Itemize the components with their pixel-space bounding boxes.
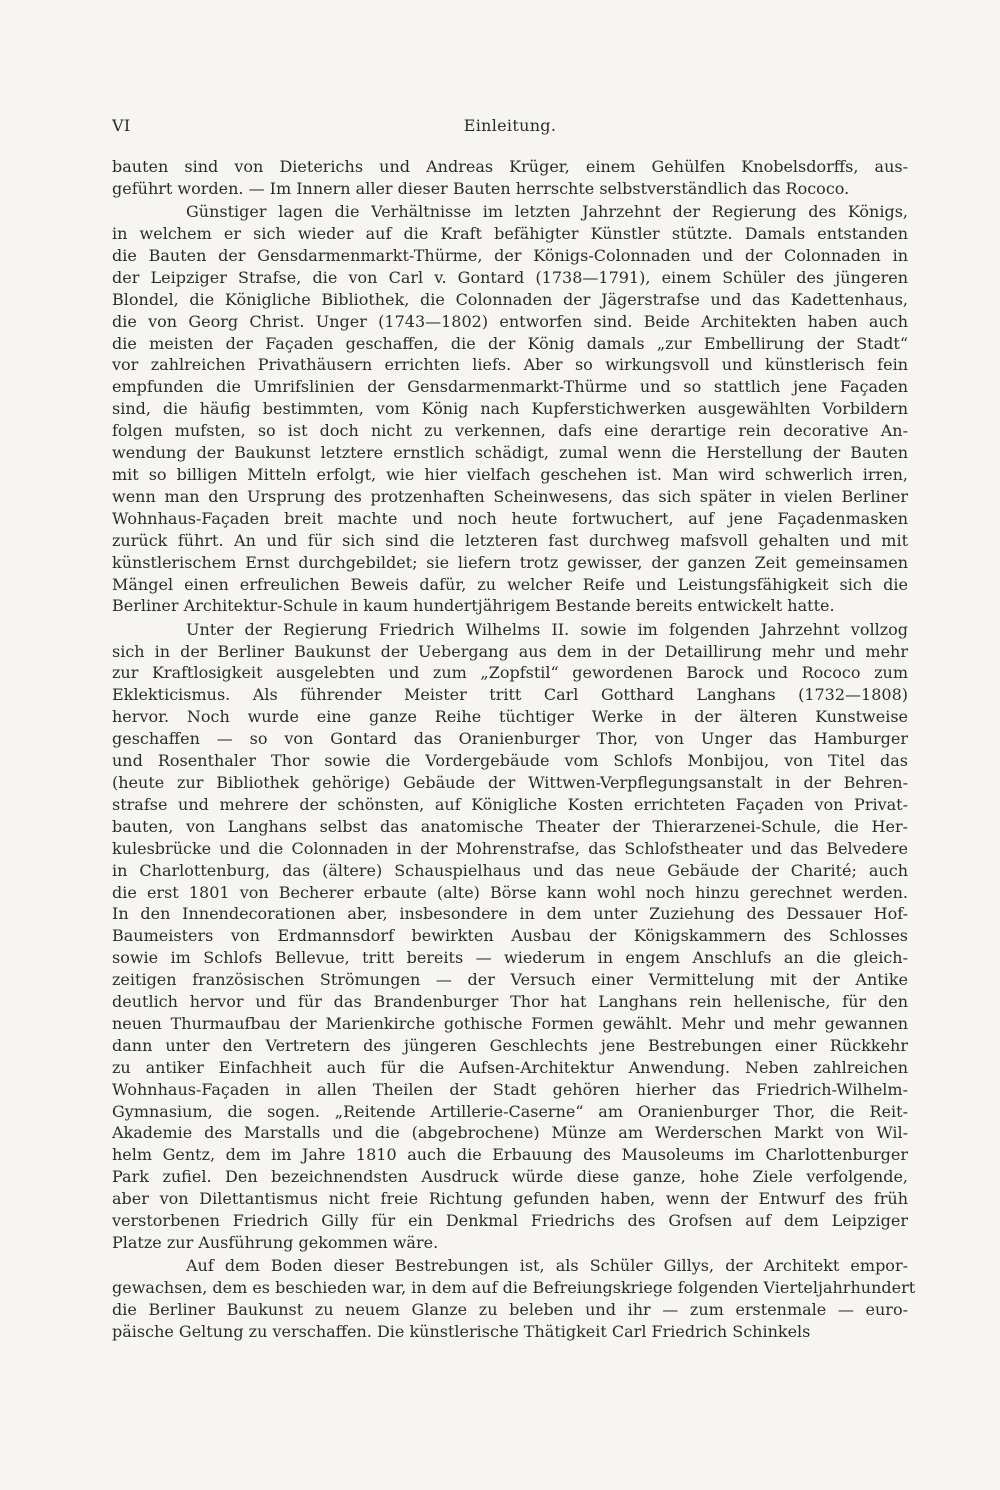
text-line: Blondel, die Königliche Bibliothek, die Colonnaden der Jägerstrafse und das Kadettenhaus, <box>112 289 908 309</box>
text-line: sowie im Schlofs Bellevue, tritt bereits — wiederum in engem Anschlufs an die gleich- <box>112 948 908 968</box>
paragraph <box>112 619 908 1254</box>
paragraph <box>112 201 908 617</box>
text-line: Günstiger lagen die Verhältnisse im letzten Jahrzehnt der Regierung des Königs, <box>186 202 908 222</box>
text-line: dann unter den Vertretern des jüngeren Geschlechts jene Bestrebungen einer Rückkehr <box>112 1035 908 1055</box>
text-line: der Leipziger Strafse, die von Carl v. Gontard (1738—1791), einem Schüler des jüngeren <box>112 267 908 287</box>
text-line: vor zahlreichen Privathäusern errichten liefs. Aber so wirkungsvoll und künstlerisch fein <box>112 355 908 375</box>
text-line: kulesbrücke und die Colonnaden in der Mohrenstrafse, das Schlofstheater und das Belvedere <box>112 838 908 858</box>
text-line: Mängel einen erfreulichen Beweis dafür, zu welcher Reife und Leistungsfähigkeit sich die <box>112 574 908 594</box>
text-line: geführt worden. — Im Innern aller dieser Bauten herrschte selbstverständlich das Rococo. <box>112 178 850 198</box>
body-text <box>112 156 916 1344</box>
text-line: gewachsen, dem es beschieden war, in dem auf die Befreiungskriege folgenden Vierteljahrhundert <box>112 1278 916 1298</box>
text-line: bauten sind von Dieterichs und Andreas Krüger, einem Gehülfen Knobelsdorffs, aus- <box>112 157 908 176</box>
text-line: in welchem er sich wieder auf die Kraft befähigter Künstler stützte. Damals entstanden <box>112 224 908 244</box>
text-line: die von Georg Christ. Unger (1743—1802) entworfen sind. Beide Architekten haben auch <box>112 311 908 331</box>
text-line: zu antiker Einfachheit auch für die Aufsen-Architektur Anwendung. Neben zahlreichen <box>112 1057 908 1077</box>
text-line: neuen Thurmaufbau der Marienkirche gothische Formen gewählt. Mehr und mehr gewannen <box>112 1013 908 1033</box>
text-line: helm Gentz, dem im Jahre 1810 auch die Erbauung des Mausoleums im Charlottenburger <box>112 1145 908 1165</box>
text-line: Baumeisters von Erdmannsdorf bewirkten Ausbau der Königskammern des Schlosses <box>112 926 908 946</box>
text-line: päische Geltung zu verschaffen. Die künstlerische Thätigkeit Carl Friedrich Schinkels <box>112 1321 811 1341</box>
text-line: Wohnhaus-Façaden in allen Theilen der Stadt gehören hierher das Friedrich-Wilhelm- <box>112 1079 908 1099</box>
text-line: bauten, von Langhans selbst das anatomische Theater der Thierarzenei-Schule, die Her- <box>112 816 908 836</box>
text-line: aber von Dilettantismus nicht freie Richtung gefunden haben, wenn der Entwurf des früh <box>112 1189 908 1209</box>
text-line: Akademie des Marstalls und die (abgebrochene) Münze am Werderschen Markt von Wil- <box>112 1123 908 1143</box>
text-line: künstlerischem Ernst durchgebildet; sie liefern trotz gewisser, der ganzen Zeit gemeinsamen <box>112 552 908 572</box>
text-line: folgen mufsten, so ist doch nicht zu verkennen, dafs eine derartige rein decorative An- <box>112 421 908 441</box>
running-title: Einleitung. <box>463 116 557 135</box>
text-line: empfunden die Umrifslinien der Gensdarmenmarkt-Thürme und so stattlich jene Façaden <box>112 377 908 397</box>
text-line: wendung der Baukunst letztere ernstlich schädigt, zumal wenn die Herstellung der Bauten <box>112 443 908 463</box>
paragraph <box>112 156 908 200</box>
text-line: In den Innendecorationen aber, insbesondere in dem unter Zuziehung des Dessauer Hof- <box>112 904 908 924</box>
text-line: (heute zur Bibliothek gehörige) Gebäude der Wittwen-Verpflegungsanstalt in der Behren- <box>112 772 908 792</box>
text-line: Wohnhaus-Façaden breit machte und noch heute fortwuchert, auf jene Façadenmasken <box>112 508 908 528</box>
text-line: hervor. Noch wurde eine ganze Reihe tüchtiger Werke in der älteren Kunstweise <box>112 707 908 727</box>
text-line: wenn man den Ursprung des protzenhaften Scheinwesens, das sich später in vielen Berliner <box>112 486 908 506</box>
text-line: zurück führt. An und für sich sind die letzteren fast durchweg mafsvoll gehalten und mit <box>112 530 908 550</box>
text-line: deutlich hervor und für das Brandenburger Thor hat Langhans rein hellenische, für den <box>112 992 908 1012</box>
text-line: die meisten der Façaden geschaffen, die der König damals „zur Embellirung der Stadt“ <box>112 333 908 353</box>
text-line: die erst 1801 von Becherer erbaute (alte) Börse kann wohl noch hinzu gerechnet werden. <box>112 882 908 902</box>
text-line: Park zufiel. Den bezeichnendsten Ausdruck würde diese ganze, hohe Ziele verfolgende, <box>112 1167 908 1187</box>
text-line: verstorbenen Friedrich Gilly für ein Denkmal Friedrichs des Grofsen auf dem Leipziger <box>112 1211 908 1231</box>
text-line: zeitigen französischen Strömungen — der Versuch einer Vermittelung mit der Antike <box>112 970 908 990</box>
text-line: Gymnasium, die sogen. „Reitende Artillerie-Caserne“ am Oranienburger Thor, die Reit- <box>112 1101 908 1121</box>
text-line: sind, die häufig bestimmten, vom König nach Kupferstichwerken ausgewählten Vorbildern <box>112 399 908 419</box>
paragraph <box>112 1255 916 1343</box>
text-line: strafse und mehrere der schönsten, auf Königliche Kosten errichteten Façaden von Privat- <box>112 794 908 814</box>
text-line: Platze zur Ausführung gekommen wäre. <box>112 1233 439 1252</box>
text-line: zur Kraftlosigkeit ausgelebten und zum „Zopfstil“ gewordenen Barock und Rococo zum <box>112 663 908 683</box>
text-line: die Berliner Baukunst zu neuem Glanze zu beleben und ihr — zum erstenmale — euro- <box>112 1300 908 1320</box>
text-line: und Rosenthaler Thor sowie die Vordergebäude vom Schlofs Monbijou, von Titel das <box>112 751 908 771</box>
text-line: sich in der Berliner Baukunst der Uebergang aus dem in der Detaillirung mehr und mehr <box>112 641 908 661</box>
text-line: mit so billigen Mitteln erfolgt, wie hier vielfach geschehen ist. Man wird schwerlich irren, <box>112 464 908 484</box>
page-number: VI <box>112 116 131 135</box>
text-line: Auf dem Boden dieser Bestrebungen ist, als Schüler Gillys, der Architekt empor- <box>186 1256 908 1276</box>
text-line: geschaffen — so von Gontard das Oranienburger Thor, von Unger das Hamburger <box>112 729 908 749</box>
text-line: die Bauten der Gensdarmenmarkt-Thürme, der Königs-Colonnaden und der Colonnaden in <box>112 245 908 265</box>
text-line: Unter der Regierung Friedrich Wilhelms II. sowie im folgenden Jahrzehnt vollzog <box>186 619 908 639</box>
page-header <box>112 116 908 142</box>
text-line: Berliner Architektur-Schule in kaum hundertjährigem Bestande bereits entwickelt hatte. <box>112 596 835 616</box>
text-line: in Charlottenburg, das (ältere) Schauspielhaus und das neue Gebäude der Charité; auch <box>112 860 908 880</box>
text-line: Eklekticismus. Als führender Meister tritt Carl Gotthard Langhans (1732—1808) <box>112 685 908 705</box>
